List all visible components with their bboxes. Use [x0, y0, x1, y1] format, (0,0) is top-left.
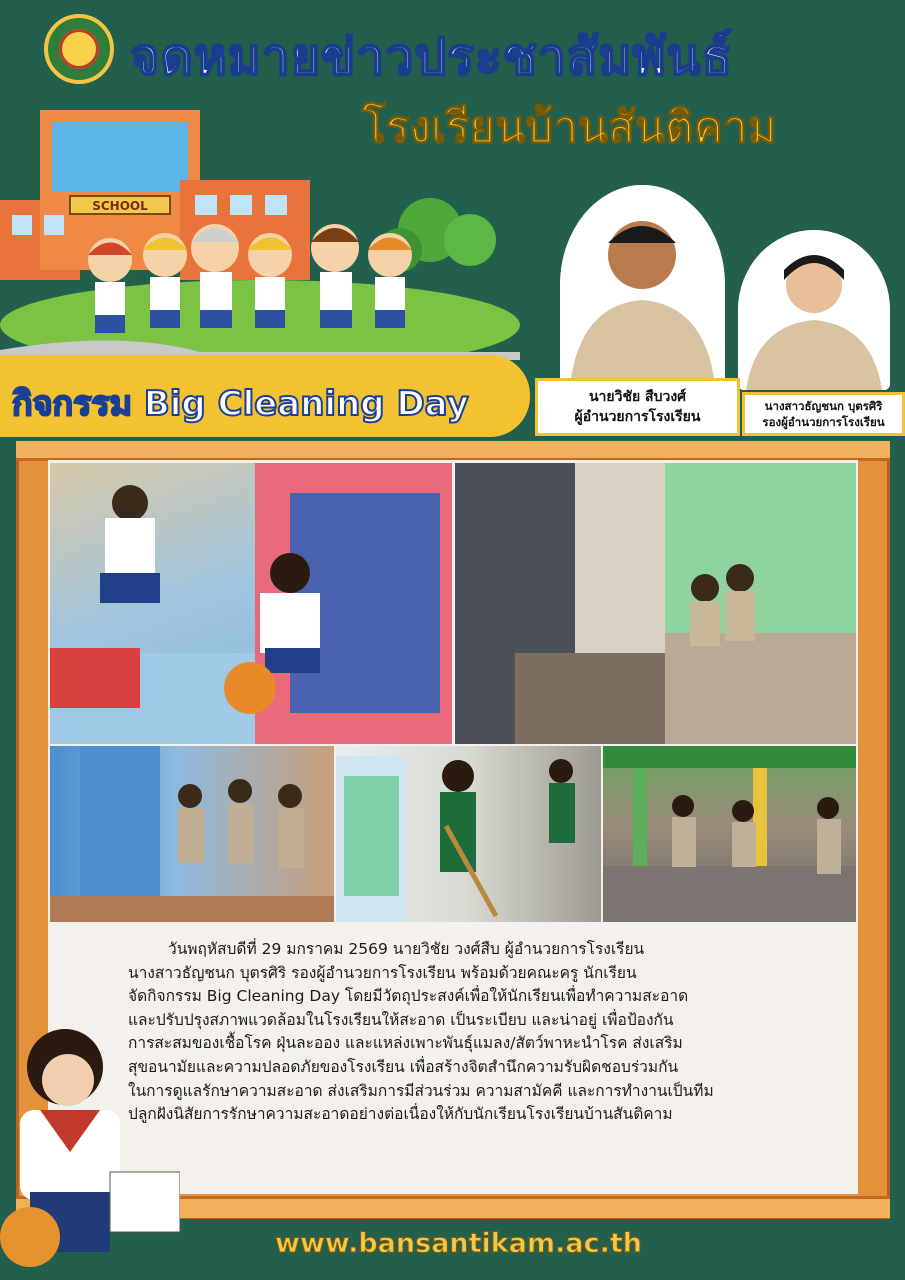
frame-top-board: [16, 441, 890, 461]
newsletter-title: จดหมายข่าวประชาสัมพันธ์: [130, 28, 733, 86]
activity-title: กิจกรรม Big Cleaning Day: [12, 384, 469, 424]
deputy-name: นางสาวธัญชนก บุตรศิริ: [764, 399, 883, 413]
director-photo: [560, 185, 725, 385]
director-nameplate: [535, 378, 740, 436]
photo-hallway-sweeping: [455, 463, 856, 744]
student-with-duster-illustration: [0, 1022, 180, 1272]
deputy-role: รองผู้อำนวยการโรงเรียน: [762, 415, 885, 429]
school-logo: [44, 14, 114, 84]
deputy-nameplate: [742, 392, 905, 436]
photo-walkway-cleaning: [603, 746, 856, 922]
article-line: นางสาวธัญชนก บุตรศิริ รองผู้อำนวยการโรงเรียน พร้อมด้วยคณะครู นักเรียน: [128, 963, 637, 982]
photo-classroom-cleaning: [50, 463, 452, 744]
article-line: การสะสมของเชื้อโรค ฝุ่นละออง และแหล่งเพาะพันธุ์แมลง/สัตว์พาหะนำโรค ส่งเสริม: [128, 1034, 683, 1053]
website-url[interactable]: www.bansantikam.ac.th: [275, 1228, 642, 1259]
photo-scouts-sweeping: [50, 746, 334, 922]
logo-emblem-icon: [59, 29, 99, 69]
school-name-title: โรงเรียนบ้านสันติคาม: [362, 102, 777, 153]
article-line: จัดกิจกรรม Big Cleaning Day โดยมีวัตถุประสงค์เพื่อให้นักเรียนเพื่อทำความสะอาด: [128, 987, 689, 1006]
article-line: และปรับปรุงสภาพแวดล้อมในโรงเรียนให้สะอาด เป็นระเบียบ และน่าอยู่ เพื่อป้องกัน: [128, 1010, 674, 1029]
article-line: วันพฤหัสบดีที่ 29 มกราคม 2569 นายวิชัย วงศ์สืบ ผู้อำนวยการโรงเรียน: [168, 940, 645, 958]
article-body: [128, 938, 856, 1127]
school-sign-text: SCHOOL: [92, 199, 148, 213]
article-line: ในการดูแลรักษาความสะอาด ส่งเสริมการมีส่วนร่วม ความสามัคคี และการทำงานเป็นทีม: [128, 1081, 714, 1100]
article-line: ปลูกฝังนิสัยการรักษาความสะอาดอย่างต่อเนื่องให้กับนักเรียนโรงเรียนบ้านสันติคาม: [128, 1105, 673, 1124]
director-name: นายวิชัย สืบวงศ์: [588, 389, 687, 405]
article-line: สุขอนามัยและความปลอดภัยของโรงเรียน เพื่อสร้างจิตสำนึกความรับผิดชอบร่วมกัน: [128, 1057, 679, 1076]
photo-corridor-broom: [336, 746, 601, 922]
school-children-illustration: [0, 90, 520, 360]
director-role: ผู้อำนวยการโรงเรียน: [574, 409, 701, 425]
deputy-director-photo: [738, 230, 890, 390]
